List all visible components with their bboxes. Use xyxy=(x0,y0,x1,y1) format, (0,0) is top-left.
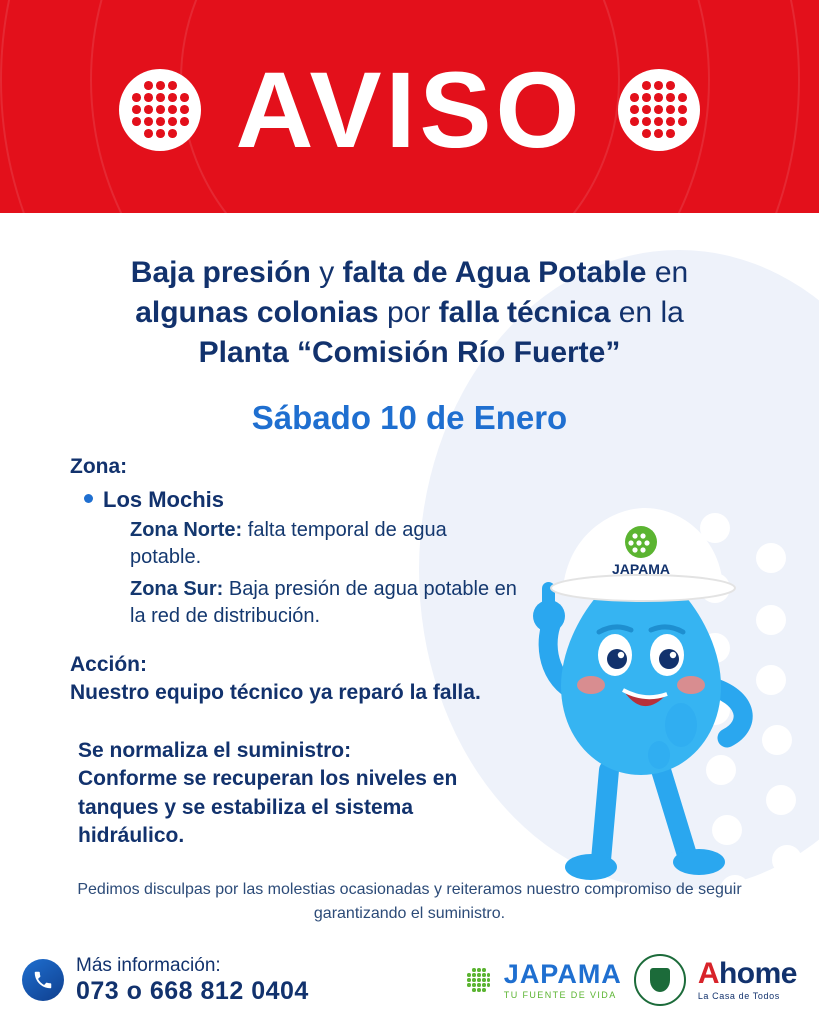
action-section xyxy=(70,653,520,707)
zone-south: Zona Sur: Baja presión de agua potable en la red de distribución. xyxy=(130,577,517,628)
zone-city: Los Mochis xyxy=(103,486,225,512)
heading-line-2: algunas colonias por falla técnica en la xyxy=(135,295,684,329)
zone-north: Zona Norte: falta temporal de agua potable. xyxy=(130,518,447,569)
heading-line-3: Planta “Comisión Río Fuerte” xyxy=(198,335,621,369)
ahome-logo xyxy=(698,959,797,1001)
contact-phone: 073 o 668 812 0404 xyxy=(76,976,309,1005)
event-date: Sábado 10 de Enero xyxy=(251,398,568,436)
heading-line-1: Baja presión y falta de Agua Potable en xyxy=(130,256,689,289)
bullet-icon xyxy=(84,494,93,503)
announcement-heading xyxy=(0,213,819,373)
contact-label: Más información: xyxy=(76,954,221,976)
ahome-municipal-seal-icon xyxy=(634,954,686,1006)
japama-logo xyxy=(462,958,622,1000)
action-label: Acción: xyxy=(70,653,148,677)
page-title: AVISO xyxy=(235,48,584,170)
zone-label: Zona: xyxy=(70,454,128,478)
japama-wordmark xyxy=(503,958,622,1000)
japama-name: JAPAMA xyxy=(503,958,622,989)
action-text: Nuestro equipo técnico ya reparó la falla. xyxy=(70,681,481,705)
details-section xyxy=(0,437,520,851)
normalize-text: Conforme se recuperan los niveles en tanques y se estabiliza el sistema hidráulico. xyxy=(78,767,458,848)
japama-dots-logo-icon xyxy=(119,69,201,151)
phone-icon[interactable] xyxy=(22,959,64,1001)
japama-dots-logo-icon xyxy=(462,963,496,997)
ahome-tagline: La Casa de Todos xyxy=(697,991,780,1001)
japama-water-drop-mascot xyxy=(491,470,791,890)
poster-header xyxy=(0,0,819,213)
normalize-section xyxy=(70,739,520,850)
apology-text: Pedimos disculpas por las molestias ocasionadas y reiteramos nuestro compromiso de seguir garantizando el suministro. xyxy=(77,881,742,922)
ahome-wordmark: Ahome xyxy=(697,957,797,990)
list-item xyxy=(84,487,520,513)
japama-dots-logo-icon xyxy=(618,69,700,151)
japama-slogan: TU FUENTE DE VIDA xyxy=(503,989,617,1000)
contact-info xyxy=(76,955,309,1006)
poster-footer xyxy=(0,936,819,1024)
mascot-helmet-label: JAPAMA xyxy=(611,561,671,577)
shield-icon xyxy=(650,968,670,992)
normalize-label: Se normaliza el suministro: xyxy=(78,739,352,763)
